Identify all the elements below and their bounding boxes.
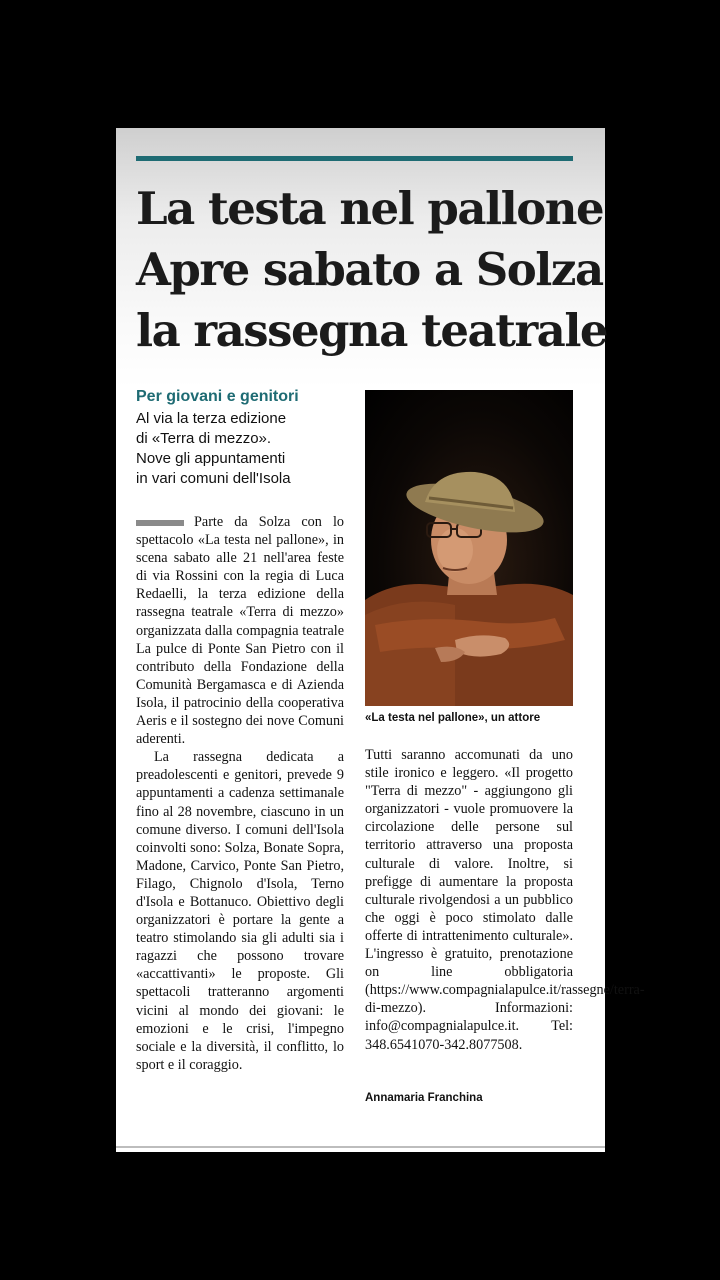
headline-line: La testa nel pallone [136,182,604,235]
headline-line: la rassegna teatrale [136,304,608,357]
body-paragraph: Tutti saranno accomunati da uno stile ironico e leggero. «Il progetto "Terra di mezzo" - aggiungono gli organizzatori - vuole promuovere la circolazione delle persone sul territorio attraverso una proposta culturale di valore. Inoltre, si prefigge di aumentare la proposta culturale rivolgendosi a un pubblico che oggi è poco stimolato dalle offerte di intrattenimento culturale». L'ingresso è gratuito, prenotazione on line obbligatoria (https://www.compagnialapulce.it/rassegne/terra-di-mezzo). Informazioni: info@compagnialapulce.it. Tel: 348.6541070-342.8077508. [365,747,645,1053]
summary-line: di «Terra di mezzo». [136,430,272,447]
actor-illustration [365,390,573,706]
summary-line: Al via la terza edizione [136,410,287,427]
headline [136,178,608,361]
actor-photo [365,390,573,706]
summary-line: Nove gli appuntamenti [136,450,286,467]
top-rule [136,156,573,161]
lead-paragraph-text: Parte da Solza con lo spettacolo «La testa nel pallone», in scena sabato alle 21 nell'area feste di via Rossini con la regia di Luca Redaelli, la terza edizione della rassegna teatrale «Terra di mezzo» organizzata dalla compagnia teatrale La pulce di Ponte San Pietro con il contributo della Fondazione della Comunità Bergamasca e di Azienda Isola, il patrocinio della cooperativa Aeris e il sostegno dei nove Comuni aderenti. [136,514,344,748]
article-column-right [365,746,645,1054]
article-column-left [136,513,344,1074]
photo-caption: «La testa nel pallone», un attore [365,712,541,724]
lead-paragraph [136,513,344,748]
bottom-rule [116,1146,605,1148]
author-byline: Annamaria Franchina [365,1092,483,1104]
kicker: Per giovani e genitori [136,388,299,405]
newspaper-clipping [116,128,645,1152]
lead-bar [136,520,184,526]
body-paragraph: La rassegna dedicata a preadolescenti e genitori, prevede 9 appuntamenti a cadenza settimanale fino al 28 novembre, ciascuno in un comune diverso. I comuni dell'Isola coinvolti sono: Solza, Bonate Sopra, Madone, Carvico, Ponte San Pietro, Filago, Chignolo d'Isola, Terno d'Isola e Bottanuco. Obiettivo degli organizzatori è portare la gente a teatro stimolando sia gli adulti sia i ragazzi che possono trovare «accattivanti» le proposte. Gli spettacoli tratteranno argomenti vicini al mondo dei giovani: le emozioni e le crisi, l'impegno sociale e la diversità, il conflitto, lo sport e il coraggio. [136,749,344,1073]
headline-line: Apre sabato a Solza [136,243,603,296]
summary [136,409,351,489]
summary-line: in vari comuni dell'Isola [136,470,291,487]
